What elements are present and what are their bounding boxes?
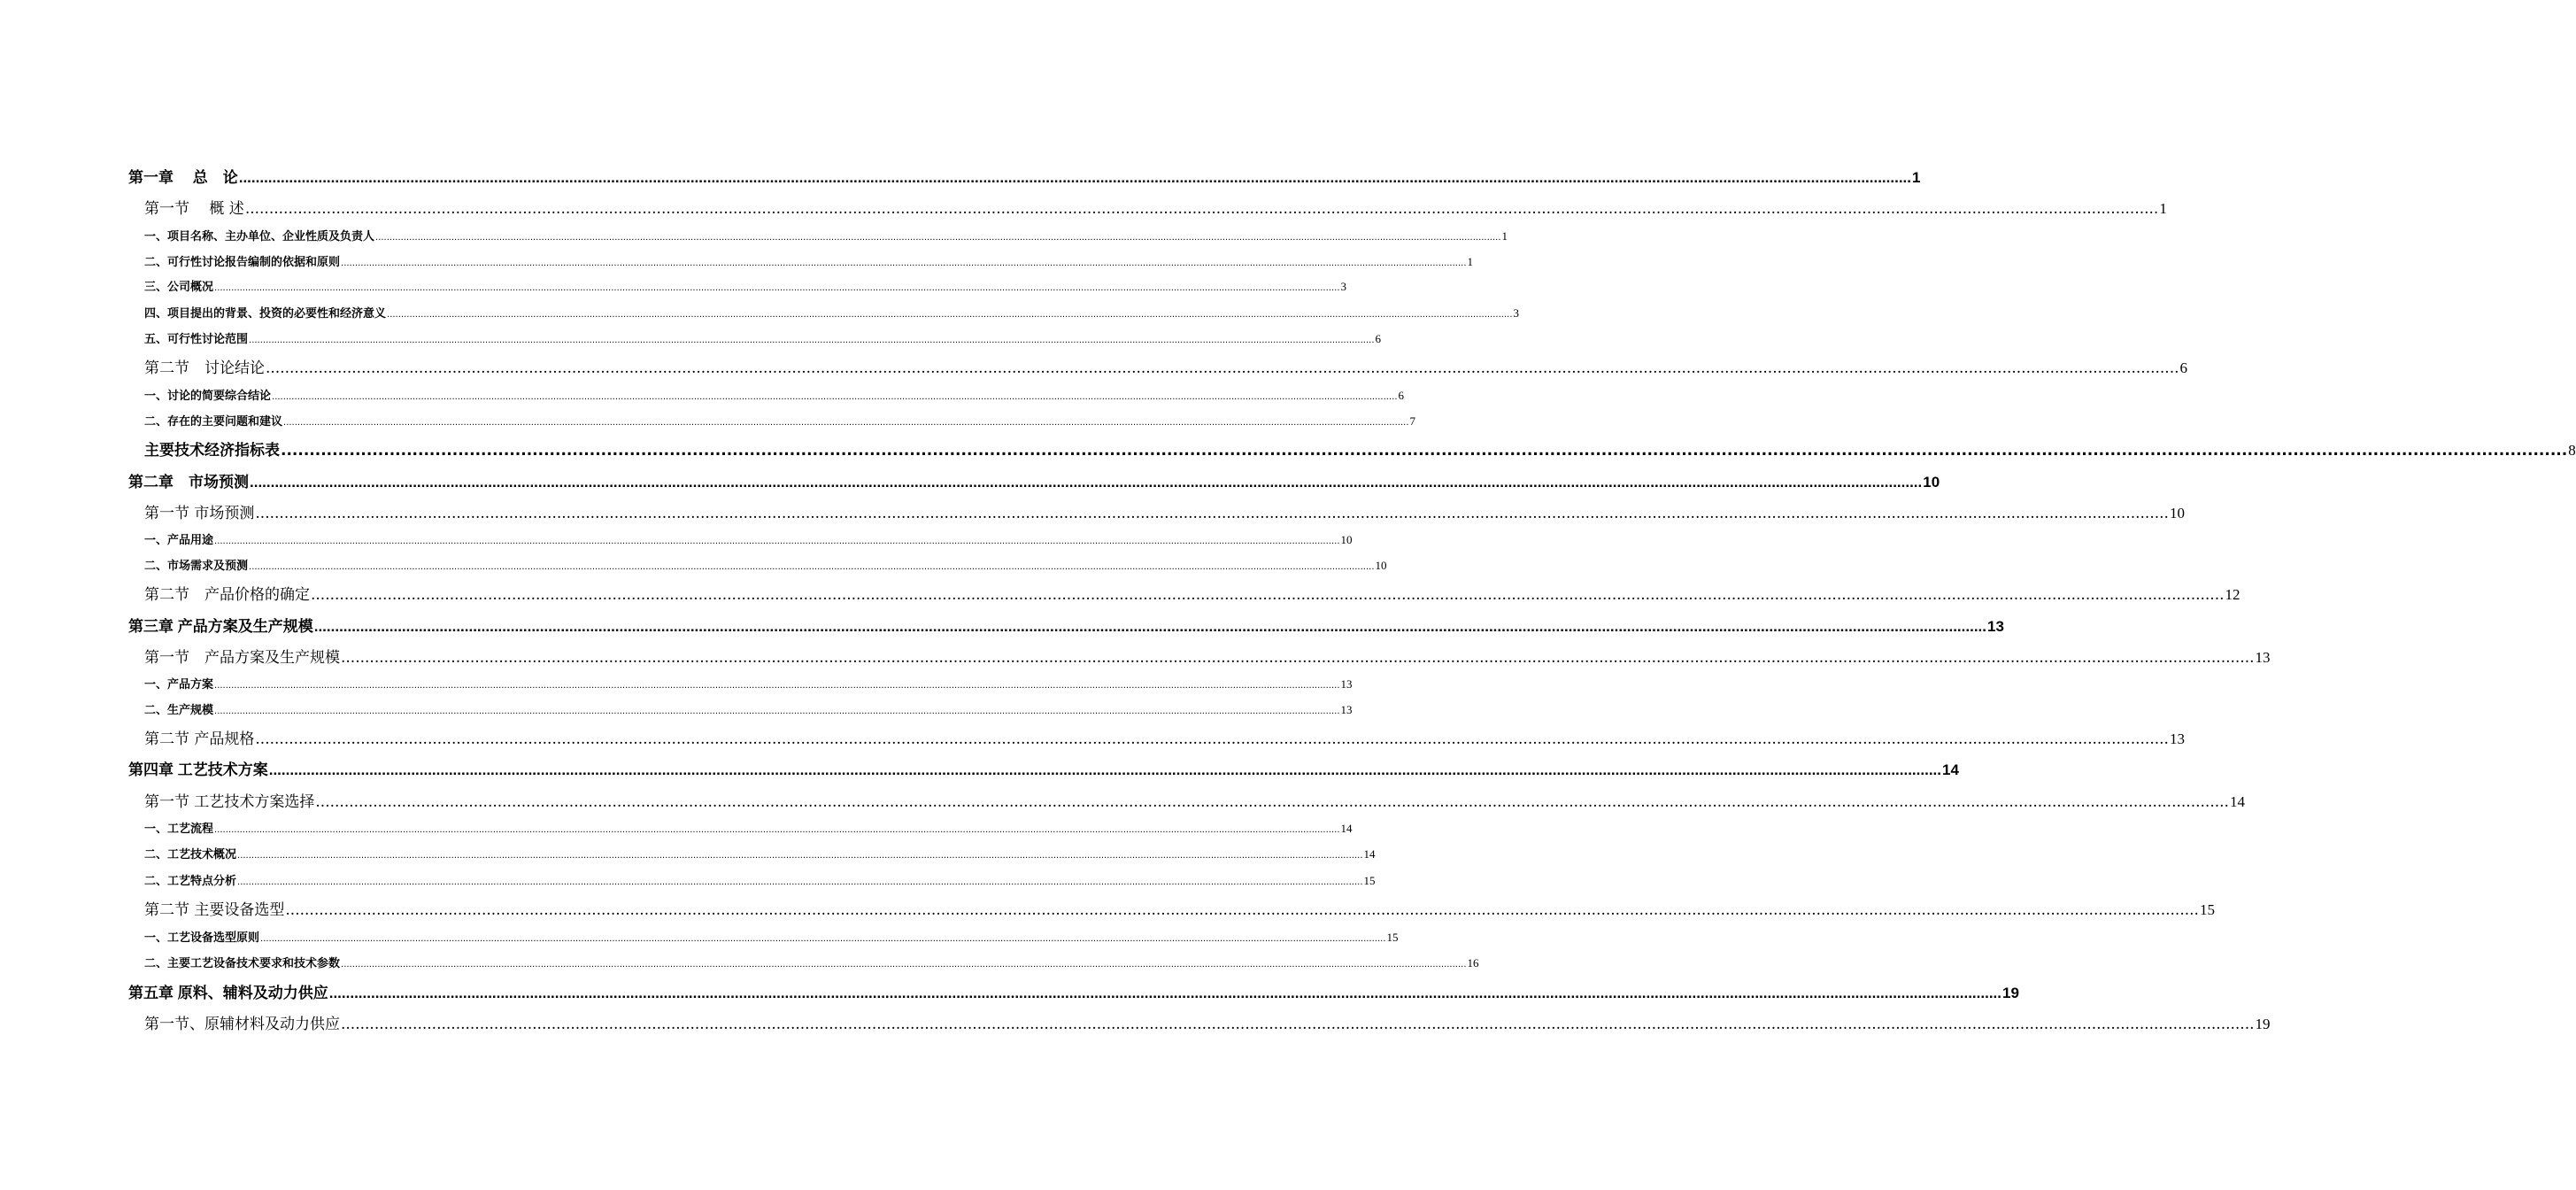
dot-leader: ................................................................................................................................................................................................................................................................................................................................................................................................................ [285,901,2199,919]
toc-entry-page-number: 10 [1340,533,1353,546]
toc-entry-page-number: 12 [2225,586,2241,603]
toc-entry-title: 二、工艺技术概况 [144,848,237,862]
toc-item-entry [144,252,1473,269]
dot-leader: ................................................................................................................................................................................................................................................................................................................................................................................................................ [249,562,1375,572]
dot-leader: ................................................................................................................................................................................................................................................................................................................................................................................................................ [375,233,1501,243]
toc-item-entry [144,819,1353,836]
dot-leader: ................................................................................................................................................................................................................................................................................................................................................................................................................ [311,586,2225,604]
toc-item-entry [144,675,1353,692]
toc-entry-page-number: 1 [1501,229,1508,243]
dot-leader: ................................................................................................................................................................................................................................................................................................................................................................................................................ [244,200,2159,218]
toc-chapter-entry [128,980,2019,1001]
toc-item-entry [144,871,1376,888]
toc-entry-title: 三、公司概况 [144,281,214,294]
toc-entry-title: 一、产品方案 [144,678,214,692]
toc-entry-title: 第一节 产品方案及生产规模 [144,649,340,667]
toc-entry-page-number: 1 [2159,200,2167,217]
toc-entry-page-number: 6 [1398,389,1404,402]
toc-entry-title: 第一节 市场预测 [144,505,255,522]
dot-leader: ................................................................................................................................................................................................................................................................................................................................................................................................................ [272,392,1398,402]
dot-leader: ................................................................................................................................................................................................................................................................................................................................................................................................................ [387,310,1513,320]
toc-section-entry [144,1011,2271,1033]
toc-item-entry [144,227,1508,243]
toc-entry-title: 一、讨论的简要综合结论 [144,390,272,403]
dot-leader: ................................................................................................................................................................................................................................................................................................................................................................................................................ [214,707,1340,716]
toc-entry-page-number: 1 [1467,255,1473,268]
toc-item-entry [144,277,1346,294]
toc-entry-page-number: 13 [2255,649,2271,666]
toc-entry-title: 二、存在的主要问题和建议 [144,415,283,429]
dot-leader: ................................................................................................................................................................................................................................................................................................................................................................................................................ [250,474,1923,491]
toc-entry-page-number: 3 [1513,306,1519,320]
toc-item-entry [144,954,1479,970]
toc-section-entry [144,726,2185,748]
toc-chapter-entry [128,614,2004,635]
toc-entry-page-number: 13 [1987,618,2004,635]
toc-section-entry [144,355,2188,377]
toc-entry-title: 二、生产规模 [144,704,214,717]
dot-leader: ................................................................................................................................................................................................................................................................................................................................................................................................................ [341,960,1467,970]
toc-entry-page-number: 14 [1942,761,1959,778]
dot-leader: ................................................................................................................................................................................................................................................................................................................................................................................................................ [266,359,2179,377]
toc-entry-title: 第一节 概 述 [144,200,244,218]
toc-entry-title: 五、可行性讨论范围 [144,333,249,346]
toc-item-entry [144,386,1404,403]
toc-item-entry [144,928,1399,945]
toc-chapter-entry [128,757,1959,778]
toc-item-entry [144,329,1381,346]
toc-entry-page-number: 6 [2179,359,2188,376]
toc-entry-title: 第五章 原料、辅料及动力供应 [128,985,328,1001]
toc-item-entry [144,556,1387,573]
toc-item-entry [144,845,1376,862]
toc-entry-page-number: 19 [2002,985,2019,1001]
toc-entry-page-number: 14 [1363,847,1376,861]
toc-entry-page-number: 6 [1375,332,1381,345]
toc-entry-title: 主要技术经济指标表 [144,442,280,460]
toc-entry-title: 二、工艺特点分析 [144,875,237,888]
toc-entry-title: 二、可行性讨论报告编制的依据和原则 [144,256,341,269]
toc-chapter-entry [128,165,1921,186]
toc-entry-title: 第一节 工艺技术方案选择 [144,793,315,811]
dot-leader: ................................................................................................................................................................................................................................................................................................................................................................................................................ [255,730,2169,748]
dot-leader: ................................................................................................................................................................................................................................................................................................................................................................................................................ [260,934,1386,944]
toc-entry-title: 第二节 主要设备选型 [144,901,285,919]
dot-leader: ................................................................................................................................................................................................................................................................................................................................................................................................................ [341,1016,2255,1033]
dot-leader: ................................................................................................................................................................................................................................................................................................................................................................................................................ [214,537,1340,546]
toc-section-entry [144,897,2215,919]
dot-leader: ................................................................................................................................................................................................................................................................................................................................................................................................................ [341,259,1467,268]
toc-entry-page-number: 10 [1923,474,1940,491]
dot-leader: ................................................................................................................................................................................................................................................................................................................................................................................................................ [268,761,1941,778]
toc-entry-title: 第一章 总 论 [128,169,238,186]
toc-entry-title: 二、主要工艺设备技术要求和技术参数 [144,957,341,970]
toc-section-entry [144,645,2271,667]
toc-entry-page-number: 10 [1375,559,1387,572]
toc-entry-title: 一、工艺流程 [144,823,214,836]
toc-entry-page-number: 13 [2169,730,2185,747]
dot-leader: ................................................................................................................................................................................................................................................................................................................................................................................................................ [237,851,1363,861]
toc-entry-title: 一、项目名称、主办单位、企业性质及负责人 [144,230,375,243]
toc-entry-page-number: 15 [1363,874,1376,887]
dot-leader: ................................................................................................................................................................................................................................................................................................................................................................................................................ [237,877,1363,887]
toc-entry-page-number: 10 [2169,505,2185,522]
dot-leader: ................................................................................................................................................................................................................................................................................................................................................................................................................ [255,505,2169,522]
toc-entry-page-number: 14 [1340,822,1353,835]
dot-leader: ................................................................................................................................................................................................................................................................................................................................................................................................................ [328,985,2001,1001]
dot-leader: ................................................................................................................................................................................................................................................................................................................................................................................................................ [315,793,2229,811]
toc-entry-title: 四、项目提出的背景、投资的必要性和经济意义 [144,307,387,321]
toc-entry-title: 一、工艺设备选型原则 [144,931,260,945]
toc-entry-title: 第二节 产品规格 [144,730,255,748]
toc-section-entry [144,437,2576,460]
toc-entry-page-number: 19 [2255,1016,2271,1032]
toc-item-entry [144,412,1415,429]
dot-leader: ................................................................................................................................................................................................................................................................................................................................................................................................................ [341,649,2255,667]
toc-section-entry [144,196,2167,218]
toc-item-entry [144,700,1353,717]
dot-leader: ................................................................................................................................................................................................................................................................................................................................................................................................................ [313,618,1986,635]
toc-section-entry [144,500,2185,522]
toc-entry-page-number: 15 [2199,901,2215,918]
dot-leader: ................................................................................................................................................................................................................................................................................................................................................................................................................ [214,825,1340,835]
toc-entry-page-number: 7 [1409,414,1415,428]
toc-entry-title: 第一节、原辅材料及动力供应 [144,1016,340,1033]
toc-entry-title: 第四章 工艺技术方案 [128,761,268,778]
dot-leader: ................................................................................................................................................................................................................................................................................................................................................................................................................ [249,336,1375,345]
toc-entry-page-number: 3 [1340,280,1346,293]
dot-leader: ................................................................................................................................................................................................................................................................................................................................................................................................................ [214,283,1340,293]
toc-item-entry [144,304,1519,321]
toc-entry-title: 第三章 产品方案及生产规模 [128,618,313,635]
toc-chapter-entry [128,469,1940,491]
toc-entry-page-number: 8 [2568,442,2576,459]
toc-entry-title: 第二节 讨论结论 [144,359,265,377]
dot-leader: ................................................................................................................................................................................................................................................................................................................................................................................................................ [238,169,1911,186]
toc-section-entry [144,582,2241,604]
toc-entry-page-number: 14 [2229,793,2245,810]
dot-leader: ................................................................................................................................................................................................................................................................................................................................................................................................................ [283,418,1409,428]
toc-entry-title: 第二节 产品价格的确定 [144,586,310,604]
toc-item-entry [144,530,1353,547]
toc-entry-page-number: 1 [1912,169,1921,186]
toc-entry-page-number: 13 [1340,677,1353,691]
dot-leader: ................................................................................................................................................................................................................................................................................................................................................................................................................ [214,681,1340,691]
toc-entry-page-number: 16 [1467,956,1479,970]
toc-entry-page-number: 15 [1386,931,1399,944]
toc-entry-title: 一、产品用途 [144,534,214,547]
toc-entry-title: 第二章 市场预测 [128,474,249,491]
toc-section-entry [144,789,2245,811]
toc-entry-page-number: 13 [1340,703,1353,716]
toc-entry-title: 二、市场需求及预测 [144,560,249,573]
dot-leader: ................................................................................................................................................................................................................................................................................................................................................................................................................ [281,442,2568,460]
